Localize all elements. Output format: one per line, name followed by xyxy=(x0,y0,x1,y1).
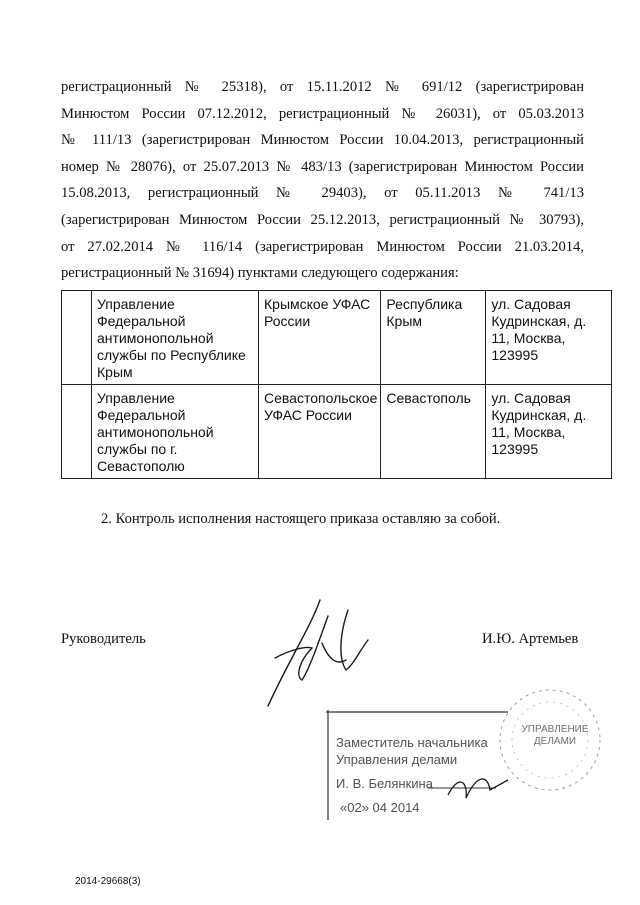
address-cell: ул. Садовая Кудринская, д. 11, Москва, 123995 xyxy=(486,385,612,479)
address-cell: ул. Садовая Кудринская, д. 11, Москва, 123995 xyxy=(486,291,612,385)
paragraph-line: 15.08.2013, регистрационный № 29403), от 05.11.2013 № 741/13 xyxy=(61,185,584,202)
row-number-cell xyxy=(62,385,92,479)
office-short-name-cell: Севастопольское УФАС России xyxy=(259,385,381,479)
stamp-position-line: Заместитель начальника xyxy=(336,735,488,750)
region-cell: Севастополь xyxy=(381,385,486,479)
offices-table xyxy=(61,290,612,479)
paragraph-line: (зарегистрирован Минюстом России 25.12.2013, регистрационный № 30793), xyxy=(61,211,584,228)
signatory-name: И.Ю. Артемьев xyxy=(482,631,579,647)
stamp-name-line: И. В. Белянкина xyxy=(336,776,433,791)
order-paragraph xyxy=(61,74,584,287)
paragraph-line: от 27.02.2014 № 116/14 (зарегистрирован Минюстом России 21.03.2014, xyxy=(61,238,584,255)
office-name-cell: Управление Федеральной антимонопольной службы по г. Севастополю xyxy=(92,385,259,479)
office-short-name-cell: Крымское УФАС России xyxy=(259,291,381,385)
stamp-date: «02» 04 2014 xyxy=(340,800,420,815)
office-name-cell: Управление Федеральной антимонопольной службы по Республике Крым xyxy=(92,291,259,385)
region-cell: Республика Крым xyxy=(381,291,486,385)
paragraph-line: регистрационный № 25318), от 15.11.2012 № 691/12 (зарегистрирован xyxy=(61,79,584,95)
paragraph-line: № 111/13 (зарегистрирован Минюстом России 10.04.2013, регистрационный xyxy=(61,132,584,149)
row-number-cell xyxy=(62,291,92,385)
paragraph-line: номер № 28076), от 25.07.2013 № 483/13 (зарегистрирован Минюстом России xyxy=(61,158,584,175)
table-row xyxy=(62,385,612,479)
stamp-department-line: Управления делами xyxy=(336,752,458,767)
seal-text: УПРАВЛЕНИЕ ДЕЛАМИ xyxy=(521,724,589,747)
control-clause: 2. Контроль исполнения настоящего приказа оставляю за собой. xyxy=(101,511,501,527)
signatory-position: Руководитель xyxy=(61,631,146,647)
table-row xyxy=(62,291,612,385)
document-code: 2014-29668(3) xyxy=(75,876,141,887)
paragraph-line: регистрационный № 31694) пунктами следующего содержания: xyxy=(61,265,459,282)
paragraph-line: Минюстом России 07.12.2012, регистрационный № 26031), от 05.03.2013 xyxy=(61,105,584,122)
